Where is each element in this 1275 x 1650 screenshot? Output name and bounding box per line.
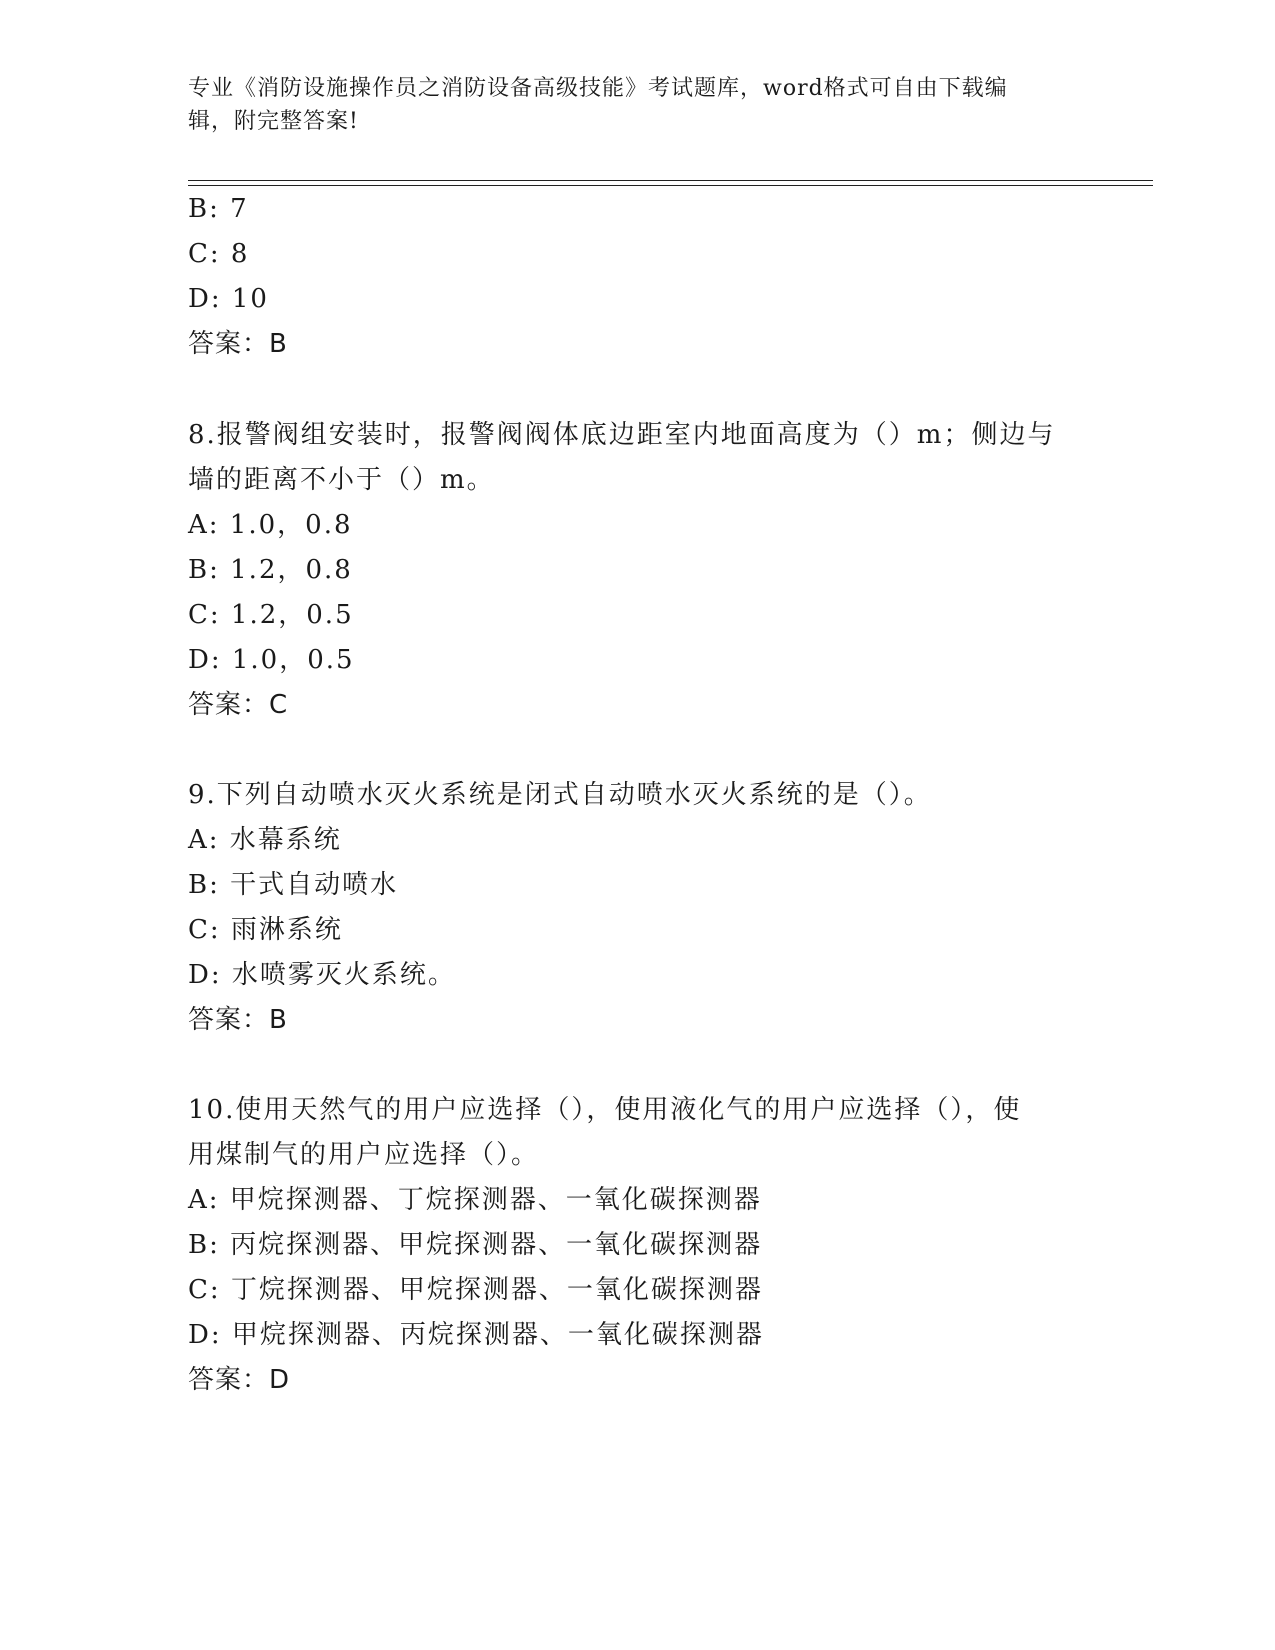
q9-option-c: C: 雨淋系统	[188, 915, 343, 945]
q8-option-c: C: 1.2，0.5	[188, 600, 354, 630]
q9-stem-line-1: 9.下列自动喷水灭火系统是闭式自动喷水灭火系统的是（）。	[188, 780, 932, 810]
q9-answer: 答案：B	[188, 1005, 288, 1035]
prev-option-d: D: 10	[188, 284, 269, 314]
q10-option-d: D: 甲烷探测器、丙烷探测器、一氧化碳探测器	[188, 1320, 764, 1350]
q8-stem-line-2: 墙的距离不小于（）m。	[188, 465, 495, 495]
header-line-2: 辑，附完整答案!	[188, 109, 359, 134]
q10-answer: 答案：D	[188, 1365, 291, 1395]
q8-option-d: D: 1.0，0.5	[188, 645, 355, 675]
q10-option-a: A: 甲烷探测器、丁烷探测器、一氧化碳探测器	[188, 1185, 762, 1215]
prev-answer: 答案：B	[188, 329, 288, 359]
q8-answer: 答案：C	[188, 690, 289, 720]
q10-stem-line-1: 10.使用天然气的用户应选择（），使用液化气的用户应选择（），使	[188, 1095, 1022, 1125]
header-line-1: 专业《消防设施操作员之消防设备高级技能》考试题库，word格式可自由下载编	[188, 76, 1008, 101]
q8-option-b: B: 1.2，0.8	[188, 555, 353, 585]
q9-option-b: B: 干式自动喷水	[188, 870, 399, 900]
q8-stem-line-1: 8.报警阀组安装时，报警阀阀体底边距室内地面高度为（）m；侧边与	[188, 420, 1056, 450]
header-divider-top	[188, 180, 1153, 181]
q10-option-c: C: 丁烷探测器、甲烷探测器、一氧化碳探测器	[188, 1275, 763, 1305]
q10-option-b: B: 丙烷探测器、甲烷探测器、一氧化碳探测器	[188, 1230, 763, 1260]
prev-option-b: B: 7	[188, 194, 249, 224]
q10-stem-line-2: 用煤制气的用户应选择（）。	[188, 1140, 540, 1170]
q8-option-a: A: 1.0，0.8	[188, 510, 353, 540]
q9-option-a: A: 水幕系统	[188, 825, 342, 855]
q9-option-d: D: 水喷雾灭火系统。	[188, 960, 456, 990]
prev-option-c: C: 8	[188, 239, 250, 269]
document-header	[188, 72, 1068, 138]
header-divider-bottom	[188, 185, 1153, 186]
